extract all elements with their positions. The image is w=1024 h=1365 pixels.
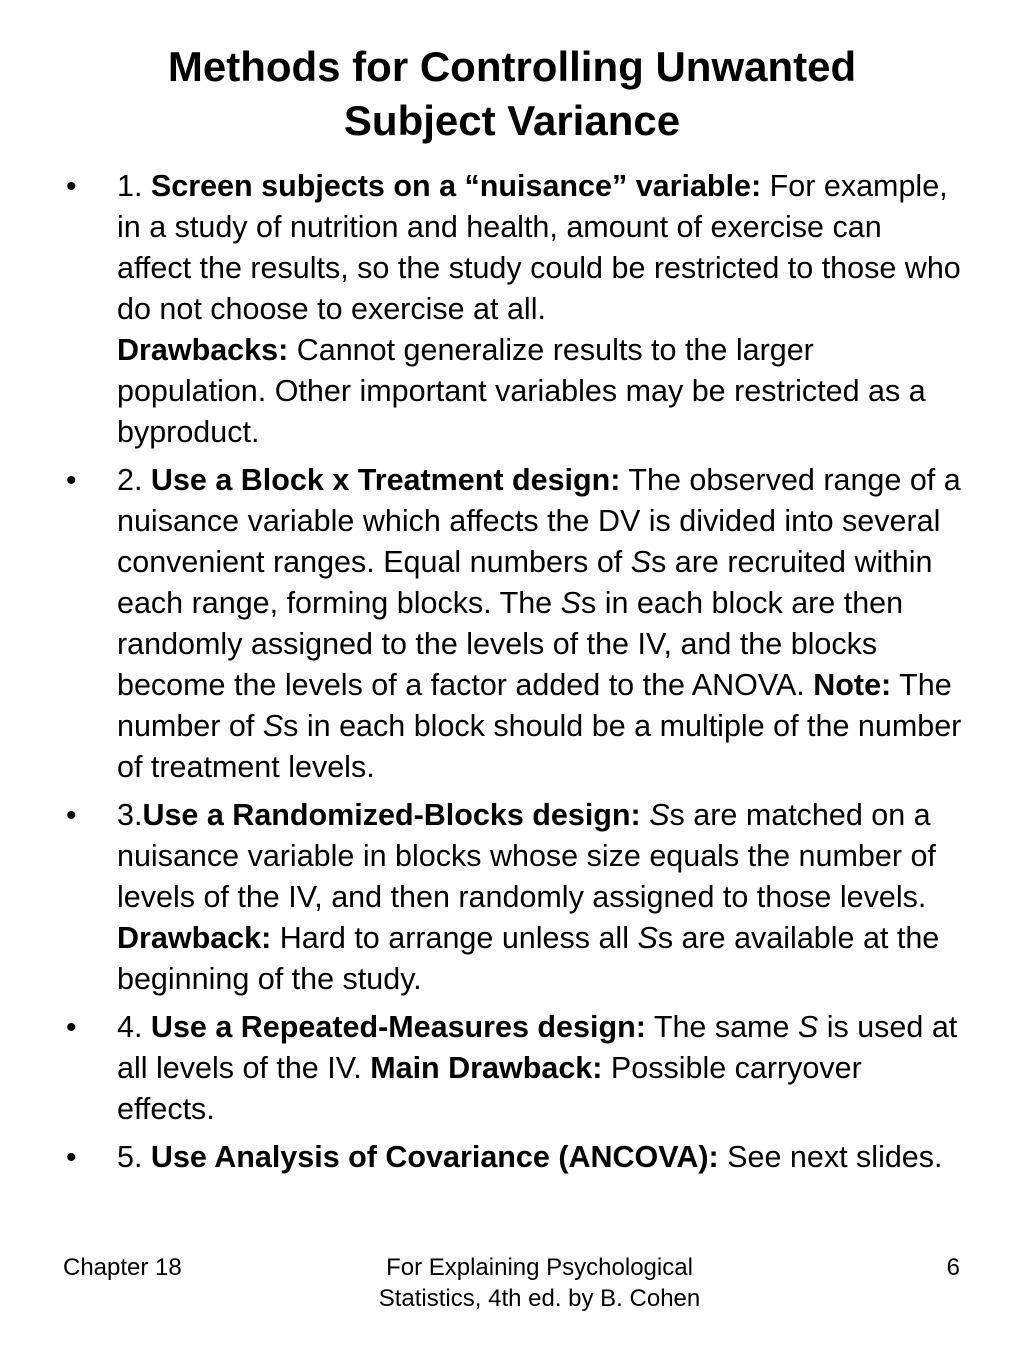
bullet-heading: Use a Randomized-Blocks design: bbox=[142, 798, 641, 832]
bullet-text: Cannot generalize results to the larger population. Other important variables may be restricted as a byproduct. bbox=[117, 333, 926, 449]
bullet-number: 4. bbox=[117, 1010, 151, 1044]
subject-symbol: S bbox=[560, 586, 581, 620]
bullet-text: is used at all levels of the IV. bbox=[117, 1010, 958, 1085]
footer-book-line-2: Statistics, 4th ed. by B. Cohen bbox=[378, 1285, 701, 1312]
bullet-number: 5. bbox=[117, 1140, 151, 1174]
footer-book-credit bbox=[312, 1252, 767, 1314]
bullet-text: Hard to arrange unless all bbox=[271, 921, 638, 955]
bullet-list bbox=[0, 166, 1024, 1185]
note-label: Note: bbox=[813, 668, 892, 702]
bullet-text: The number of bbox=[117, 668, 952, 743]
bullet-text: s in each block should be a multiple of the number of treatment levels. bbox=[117, 709, 962, 784]
drawback-label: Main Drawback: bbox=[370, 1051, 603, 1085]
title-line-2: Subject Variance bbox=[343, 97, 681, 144]
bullet-dot-icon: • bbox=[66, 170, 77, 203]
slide-title bbox=[60, 40, 964, 148]
bullet-dot-icon: • bbox=[66, 1141, 77, 1174]
drawback-label: Drawback: bbox=[117, 921, 272, 955]
bullet-text: For example, in a study of nutrition and health, amount of exercise can affect the results, so the study could be restricted to those who do not choose to exercise at all. bbox=[117, 169, 961, 326]
bullet-heading: Screen subjects on a “nuisance” variable: bbox=[150, 169, 762, 203]
bullet-text: Possible carryover effects. bbox=[117, 1051, 862, 1126]
page-number: 6 bbox=[946, 1254, 960, 1281]
bullet-heading: Use a Block x Treatment design: bbox=[150, 463, 621, 497]
bullet-item-1 bbox=[0, 166, 1024, 453]
bullet-text: See next slides. bbox=[718, 1140, 943, 1174]
bullet-heading: Use Analysis of Covariance (ANCOVA): bbox=[150, 1140, 719, 1174]
bullet-dot-icon: • bbox=[66, 799, 77, 832]
subject-symbol: S bbox=[630, 545, 652, 579]
footer-book-line-1: For Explaining Psychological bbox=[386, 1254, 693, 1281]
bullet-number: 3. bbox=[117, 798, 143, 832]
bullet-item-4 bbox=[0, 1007, 1024, 1130]
bullet-heading: Use a Repeated-Measures design: bbox=[150, 1010, 646, 1044]
subject-symbol: S bbox=[797, 1010, 819, 1044]
subject-symbol: S bbox=[637, 921, 658, 955]
bullet-number: 2. bbox=[117, 463, 151, 497]
bullet-text: s are available at the beginning of the study. bbox=[117, 921, 940, 996]
drawback-label: Drawbacks: bbox=[117, 333, 289, 367]
bullet-dot-icon: • bbox=[66, 1011, 77, 1044]
bullet-item-3 bbox=[0, 795, 1024, 1000]
slide-footer bbox=[0, 1252, 1024, 1322]
bullet-number: 1. bbox=[117, 169, 151, 203]
bullet-item-2 bbox=[0, 460, 1024, 788]
footer-chapter: Chapter 18 bbox=[63, 1254, 182, 1281]
bullet-text: s are recruited within each range, forming blocks. The bbox=[117, 545, 933, 620]
bullet-text: s in each block are then randomly assigned to the levels of the IV, and the blocks become the levels of a factor added to the ANOVA. bbox=[117, 586, 904, 702]
bullet-text: The same bbox=[645, 1010, 798, 1044]
bullet-text bbox=[641, 798, 649, 832]
bullet-text: The observed range of a nuisance variable which affects the DV is divided into several convenient ranges. Equal numbers of bbox=[117, 463, 961, 579]
subject-symbol: S bbox=[649, 798, 670, 832]
bullet-dot-icon: • bbox=[66, 464, 77, 497]
bullet-text: s are matched on a nuisance variable in blocks whose size equals the number of levels of the IV, and then randomly assigned to those levels. bbox=[117, 798, 936, 914]
title-line-1: Methods for Controlling Unwanted bbox=[167, 43, 857, 90]
bullet-item-5 bbox=[0, 1137, 1024, 1178]
subject-symbol: S bbox=[262, 709, 284, 743]
